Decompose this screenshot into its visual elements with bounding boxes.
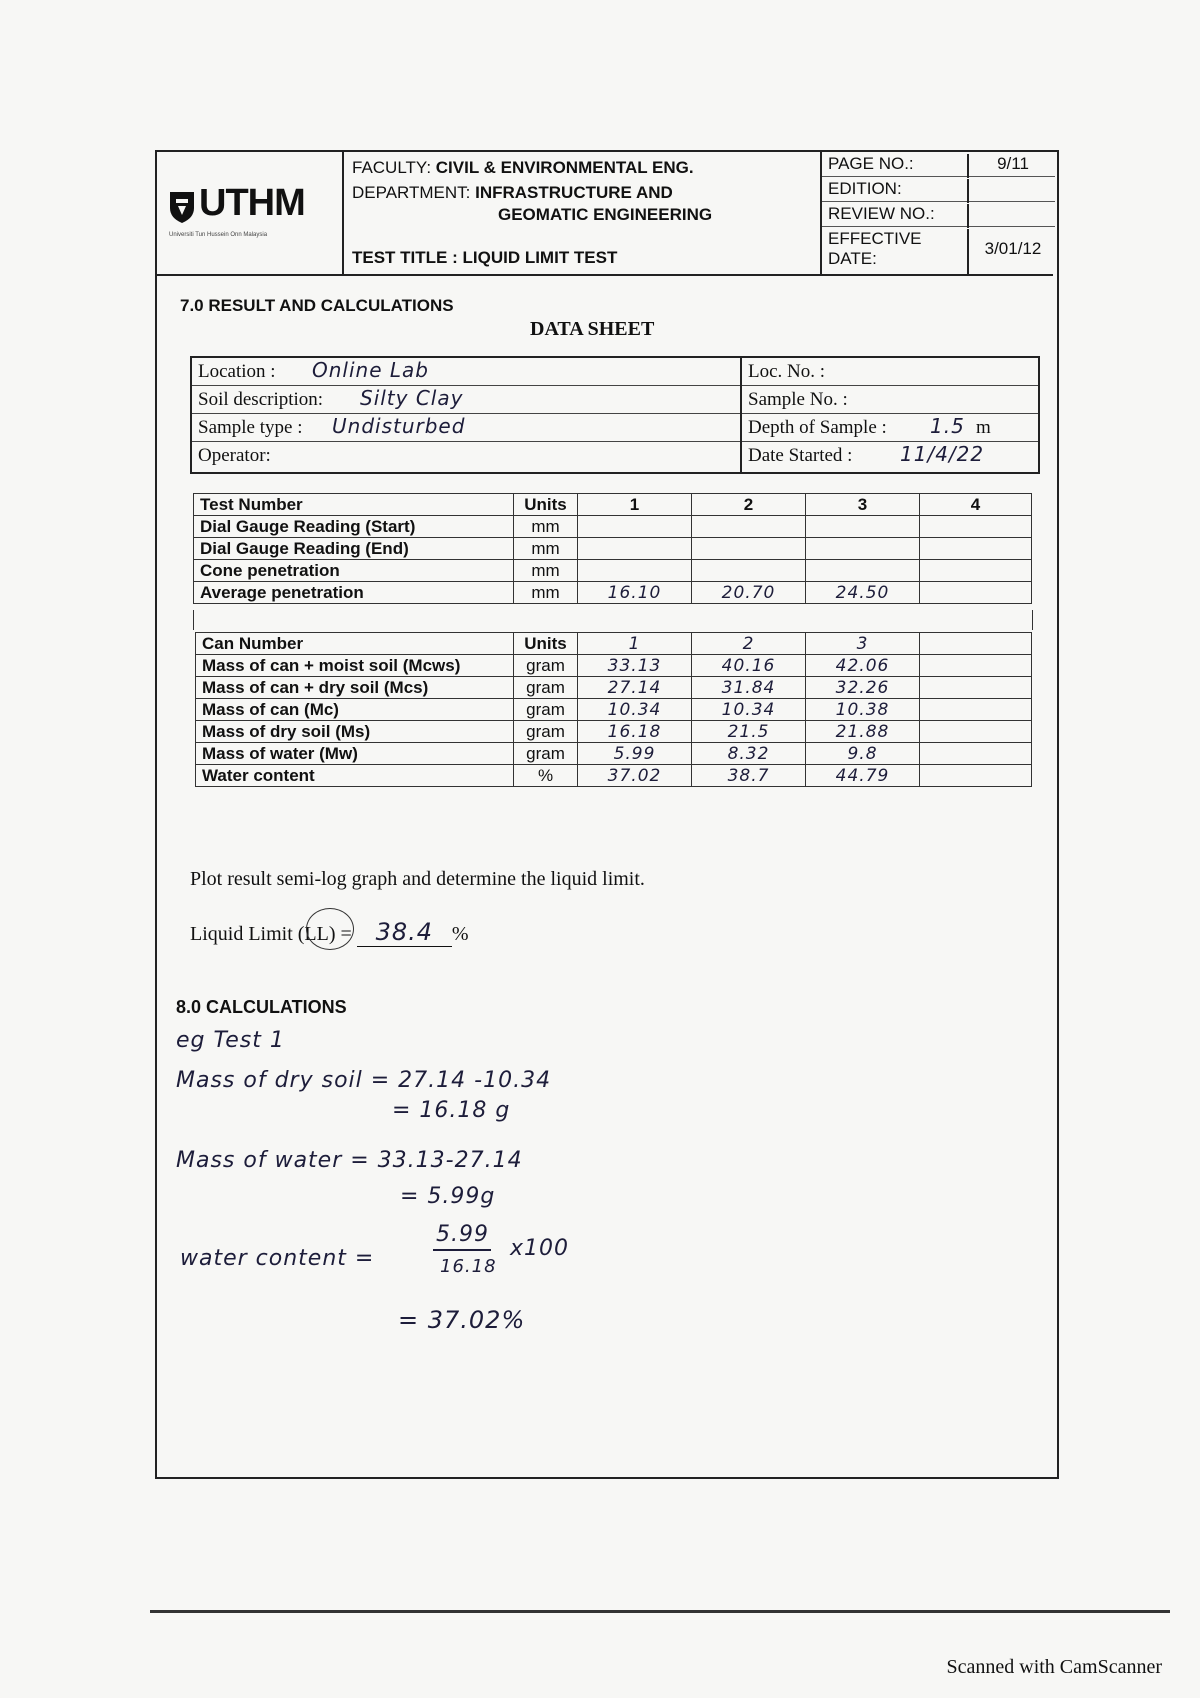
sample-no-row xyxy=(742,386,1038,414)
table-cell: 40.16 xyxy=(692,655,806,677)
meta-page-no xyxy=(822,152,1055,177)
table-cell xyxy=(692,538,806,560)
calc-wc-result: = 37.02% xyxy=(398,1306,526,1334)
table-cell xyxy=(920,677,1032,699)
row-unit: % xyxy=(514,765,578,787)
review-no-value xyxy=(967,204,1057,228)
calc-water-line-1: Mass of water = 33.13-27.14 xyxy=(176,1148,523,1173)
table-cell: 16.10 xyxy=(578,582,692,604)
row-label: Mass of water (Mw) xyxy=(196,743,514,765)
date-started-value: 11/4/22 xyxy=(900,442,985,466)
table-header-row xyxy=(196,633,1032,655)
row-label: Water content xyxy=(196,765,514,787)
penetration-table xyxy=(193,493,1032,604)
page-no-value: 9/11 xyxy=(967,154,1057,178)
row-label: Mass of dry soil (Ms) xyxy=(196,721,514,743)
table-cell: 33.13 xyxy=(578,655,692,677)
scan-edge-line xyxy=(150,1610,1170,1613)
department-value-cont: GEOMATIC ENGINEERING xyxy=(498,205,713,224)
liquid-limit-unit: % xyxy=(451,923,469,945)
row-unit: gram xyxy=(514,677,578,699)
table-header-cell: 3 xyxy=(806,494,920,516)
sample-type-row xyxy=(192,414,740,442)
shield-icon xyxy=(169,190,195,224)
table-row xyxy=(196,699,1032,721)
table-cell xyxy=(920,538,1032,560)
table-header-cell: Units xyxy=(514,633,578,655)
table-cell xyxy=(578,560,692,582)
table-cell: 20.70 xyxy=(692,582,806,604)
liquid-limit-label: Liquid Limit (LL) = xyxy=(190,923,352,945)
table-cell xyxy=(806,538,920,560)
depth-value: 1.5 xyxy=(930,414,965,438)
operator-label: Operator: xyxy=(198,445,271,466)
table-header-cell: 1 xyxy=(578,633,692,655)
table-cell: 32.26 xyxy=(806,677,920,699)
table-cell xyxy=(578,516,692,538)
faculty-label: FACULTY: xyxy=(352,158,436,177)
table-header-cell: Units xyxy=(514,494,578,516)
table-cell: 16.18 xyxy=(578,721,692,743)
row-label: Mass of can + moist soil (Mcws) xyxy=(196,655,514,677)
calc-water-content-label: water content = xyxy=(180,1246,375,1271)
table-row xyxy=(196,677,1032,699)
depth-unit: m xyxy=(976,417,991,438)
meta-edition xyxy=(822,177,1055,202)
calc-wc-times: x100 xyxy=(510,1236,570,1261)
table-header-cell: 1 xyxy=(578,494,692,516)
page-no-label: PAGE NO.: xyxy=(828,154,914,173)
table-header-cell: 4 xyxy=(920,494,1032,516)
faculty-value: CIVIL & ENVIRONMENTAL ENG. xyxy=(435,158,694,177)
calc-dry-soil-line-1: Mass of dry soil = 27.14 -10.34 xyxy=(176,1068,552,1093)
table-cell xyxy=(806,560,920,582)
operator-row xyxy=(192,442,740,469)
row-unit: gram xyxy=(514,743,578,765)
calc-wc-denominator: 16.18 xyxy=(440,1256,497,1277)
table-cell xyxy=(920,743,1032,765)
table-cell xyxy=(692,516,806,538)
sample-no-label: Sample No. : xyxy=(748,389,848,410)
section-8-heading: 8.0 CALCULATIONS xyxy=(176,997,347,1017)
edition-value xyxy=(967,179,1057,203)
row-label: Cone penetration xyxy=(194,560,514,582)
fraction-bar xyxy=(433,1249,491,1251)
document-meta xyxy=(820,152,1055,274)
table-cell: 9.8 xyxy=(806,743,920,765)
logo-subtitle: Universiti Tun Hussein Onn Malaysia xyxy=(169,232,268,238)
row-label: Mass of can + dry soil (Mcs) xyxy=(196,677,514,699)
soil-description-label: Soil description: xyxy=(198,389,324,410)
row-unit: mm xyxy=(514,538,578,560)
table-row xyxy=(196,765,1032,787)
table-cell: 37.02 xyxy=(578,765,692,787)
date-started-row xyxy=(742,442,1038,469)
location-row xyxy=(192,358,740,386)
row-unit: mm xyxy=(514,516,578,538)
table-cell: 10.38 xyxy=(806,699,920,721)
table-cell: 31.84 xyxy=(692,677,806,699)
table-header-cell xyxy=(920,633,1032,655)
document-header xyxy=(157,152,1053,276)
table-cell xyxy=(920,582,1032,604)
department-value: INFRASTRUCTURE AND xyxy=(475,183,673,202)
ll-circle-mark xyxy=(306,908,354,950)
moisture-content-table xyxy=(195,632,1032,787)
row-label: Average penetration xyxy=(194,582,514,604)
table-cell xyxy=(920,699,1032,721)
table-cell: 10.34 xyxy=(578,699,692,721)
sample-type-label: Sample type : xyxy=(198,417,303,438)
row-unit: gram xyxy=(514,721,578,743)
row-label: Mass of can (Mc) xyxy=(196,699,514,721)
effective-date-value: 3/01/12 xyxy=(967,229,1057,276)
review-no-label: REVIEW NO.: xyxy=(828,204,935,223)
soil-description-value: Silty Clay xyxy=(360,386,464,410)
table-cell: 8.32 xyxy=(692,743,806,765)
table-header-cell: 3 xyxy=(806,633,920,655)
table-cell xyxy=(920,560,1032,582)
calc-wc-numerator: 5.99 xyxy=(436,1222,489,1247)
row-label: Dial Gauge Reading (Start) xyxy=(194,516,514,538)
table-cell: 5.99 xyxy=(578,743,692,765)
table-row xyxy=(196,743,1032,765)
table-cell xyxy=(806,516,920,538)
row-unit: mm xyxy=(514,582,578,604)
section-7-heading: 7.0 RESULT AND CALCULATIONS xyxy=(180,296,454,315)
depth-label: Depth of Sample : xyxy=(748,417,887,438)
table-cell xyxy=(920,516,1032,538)
table-row xyxy=(196,655,1032,677)
calc-dry-soil-line-2: = 16.18 g xyxy=(392,1098,511,1123)
loc-no-label: Loc. No. : xyxy=(748,361,826,382)
calc-water-line-2: = 5.99g xyxy=(400,1184,496,1209)
table-row xyxy=(194,538,1032,560)
table-row xyxy=(194,560,1032,582)
page-border xyxy=(155,150,1059,1479)
sample-info-box xyxy=(190,356,1040,474)
row-unit: gram xyxy=(514,655,578,677)
table-cell: 38.7 xyxy=(692,765,806,787)
row-unit: gram xyxy=(514,699,578,721)
loc-no-row xyxy=(742,358,1038,386)
sample-type-value: Undisturbed xyxy=(332,414,466,438)
meta-effective-date xyxy=(822,227,1055,274)
table-cell: 21.88 xyxy=(806,721,920,743)
logo-text: UTHM xyxy=(199,182,305,224)
row-label: Dial Gauge Reading (End) xyxy=(194,538,514,560)
scanner-watermark: Scanned with CamScanner xyxy=(946,1656,1162,1678)
calc-example-label: eg Test 1 xyxy=(176,1028,285,1053)
table-spacer xyxy=(193,610,1033,630)
depth-row xyxy=(742,414,1038,442)
location-value: Online Lab xyxy=(312,358,429,382)
faculty-line xyxy=(352,158,694,178)
table-cell xyxy=(578,538,692,560)
department-line xyxy=(352,182,712,226)
logo-cell xyxy=(157,152,344,274)
table-cell xyxy=(920,765,1032,787)
table-cell: 44.79 xyxy=(806,765,920,787)
table-header-row xyxy=(194,494,1032,516)
meta-review xyxy=(822,202,1055,227)
table-row xyxy=(194,516,1032,538)
plot-instruction: Plot result semi-log graph and determine the liquid limit. xyxy=(190,868,645,890)
date-started-label: Date Started : xyxy=(748,445,853,466)
table-row xyxy=(196,721,1032,743)
liquid-limit-value: 38.4 xyxy=(357,918,452,947)
table-cell: 24.50 xyxy=(806,582,920,604)
table-cell xyxy=(692,560,806,582)
edition-label: EDITION: xyxy=(828,179,902,198)
test-title: TEST TITLE : LIQUID LIMIT TEST xyxy=(352,248,618,267)
table-header-cell: 2 xyxy=(692,494,806,516)
department-label: DEPARTMENT: xyxy=(352,183,476,202)
table-cell xyxy=(920,655,1032,677)
table-cell: 21.5 xyxy=(692,721,806,743)
table-row xyxy=(194,582,1032,604)
row-unit: mm xyxy=(514,560,578,582)
table-cell: 10.34 xyxy=(692,699,806,721)
table-cell: 42.06 xyxy=(806,655,920,677)
data-sheet-title: DATA SHEET xyxy=(530,318,655,340)
table-cell: 27.14 xyxy=(578,677,692,699)
effective-date-label: EFFECTIVE DATE: xyxy=(828,229,922,268)
table-cell xyxy=(920,721,1032,743)
location-label: Location : xyxy=(198,361,276,382)
soil-description-row xyxy=(192,386,740,414)
table-header-cell: 2 xyxy=(692,633,806,655)
table-header-cell: Test Number xyxy=(194,494,514,516)
table-header-cell: Can Number xyxy=(196,633,514,655)
